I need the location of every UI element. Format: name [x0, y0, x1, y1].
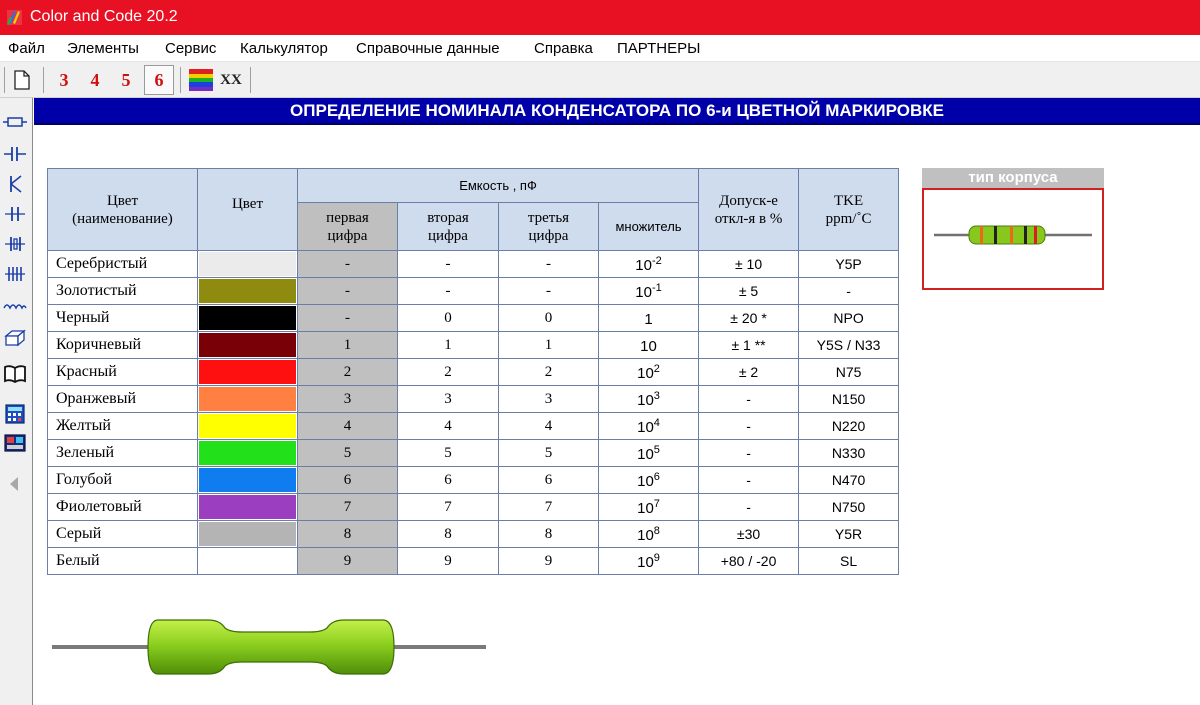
color-swatch-cell — [198, 467, 298, 494]
first-digit-cell: 4 — [298, 413, 398, 440]
color-name-cell: Оранжевый — [48, 386, 198, 413]
color-swatch-cell — [198, 305, 298, 332]
toolbar-separator — [4, 67, 5, 93]
multiplier-exponent: 8 — [653, 524, 660, 537]
multiplier-cell — [599, 278, 699, 305]
first-digit-cell: 3 — [298, 386, 398, 413]
inductor-icon[interactable] — [3, 232, 27, 256]
color-swatch — [199, 522, 296, 546]
color-name-cell: Золотистый — [48, 278, 198, 305]
tolerance-cell: ± 1 ** — [699, 332, 799, 359]
tolerance-cell: +80 / -20 — [699, 548, 799, 575]
tke-cell: Y5R — [799, 521, 899, 548]
third-digit-cell: 3 — [499, 386, 599, 413]
second-digit-cell: 0 — [398, 305, 499, 332]
page-header: ОПРЕДЕЛЕНИЕ НОМИНАЛА КОНДЕНСАТОРА ПО 6-и ЦВЕТНОЙ МАРКИРОВКЕ — [34, 98, 1200, 125]
first-digit-cell: - — [298, 251, 398, 278]
multiplier-cell — [599, 359, 699, 386]
first-digit-cell: 1 — [298, 332, 398, 359]
table-row — [48, 413, 899, 440]
header-color: Цвет — [198, 169, 298, 251]
multiplier-base: 10 — [635, 256, 652, 274]
color-name-cell: Серебристый — [48, 251, 198, 278]
second-digit-cell: 3 — [398, 386, 499, 413]
tke-cell: N220 — [799, 413, 899, 440]
color-swatch-cell — [198, 440, 298, 467]
second-digit-cell: - — [398, 278, 499, 305]
table-row — [48, 440, 899, 467]
left-toolbar — [0, 98, 33, 705]
color-name-cell: Голубой — [48, 467, 198, 494]
color-swatch-cell — [198, 548, 298, 575]
color-swatch-cell — [198, 359, 298, 386]
toolbar-separator — [250, 67, 251, 93]
multiplier-cell — [599, 548, 699, 575]
color-code-button[interactable]: XX — [220, 72, 242, 88]
tke-cell: Y5S / N33 — [799, 332, 899, 359]
toolbar — [0, 62, 1200, 98]
color-swatch — [199, 279, 296, 303]
second-digit-cell: 1 — [398, 332, 499, 359]
color-swatch-cell — [198, 251, 298, 278]
color-swatch-cell — [198, 278, 298, 305]
multiplier-cell — [599, 467, 699, 494]
tolerance-cell: - — [699, 494, 799, 521]
first-digit-cell: 5 — [298, 440, 398, 467]
diode-icon[interactable] — [3, 172, 27, 196]
multiplier-exponent: 9 — [653, 551, 660, 564]
multiplier-exponent: 4 — [653, 416, 660, 429]
band-6-button[interactable]: 6 — [144, 65, 174, 95]
tolerance-cell: - — [699, 440, 799, 467]
third-digit-cell: 1 — [499, 332, 599, 359]
large-capacitor-image — [50, 606, 490, 696]
third-digit-cell: - — [499, 251, 599, 278]
multiplier-exponent: -2 — [651, 254, 662, 267]
tolerance-cell: - — [699, 467, 799, 494]
color-bands-icon[interactable] — [189, 69, 213, 91]
color-name-cell: Черный — [48, 305, 198, 332]
header-first-digit: первая цифра — [298, 203, 398, 251]
tolerance-cell: ± 2 — [699, 359, 799, 386]
first-digit-cell: 9 — [298, 548, 398, 575]
main-content — [34, 98, 1200, 705]
table-row — [48, 332, 899, 359]
header-capacity: Емкость , пФ — [298, 169, 699, 203]
multiplier-base: 10 — [637, 526, 654, 544]
tke-cell: N470 — [799, 467, 899, 494]
multiplier-exponent: 7 — [653, 497, 660, 510]
calculator-icon[interactable] — [3, 402, 27, 426]
case-type-label: тип корпуса — [922, 168, 1104, 188]
tke-cell: NPO — [799, 305, 899, 332]
third-digit-cell: - — [499, 278, 599, 305]
first-digit-cell: - — [298, 278, 398, 305]
color-code-table — [47, 168, 899, 575]
resistor-icon[interactable] — [3, 110, 27, 134]
first-digit-cell: - — [298, 305, 398, 332]
menu-calculator[interactable]: Калькулятор — [240, 40, 328, 57]
color-swatch — [199, 306, 296, 330]
header-tolerance: Допуск-е откл-я в % — [699, 169, 799, 251]
color-swatch — [199, 414, 296, 438]
color-name-cell: Коричневый — [48, 332, 198, 359]
title-bar — [0, 0, 1200, 35]
third-digit-cell: 6 — [499, 467, 599, 494]
multiplier-cell — [599, 305, 699, 332]
header-second-digit: вторая цифра — [398, 203, 499, 251]
third-digit-cell: 5 — [499, 440, 599, 467]
color-swatch-cell — [198, 386, 298, 413]
third-digit-cell: 9 — [499, 548, 599, 575]
tke-cell: SL — [799, 548, 899, 575]
tke-cell: - — [799, 278, 899, 305]
header-color-name: Цвет (наименование) — [48, 169, 198, 251]
multiplier-base: 1 — [644, 310, 653, 328]
color-name-cell: Красный — [48, 359, 198, 386]
menu-bar — [0, 35, 1200, 62]
header-multiplier: множитель — [599, 203, 699, 251]
second-digit-cell: - — [398, 251, 499, 278]
table-row — [48, 494, 899, 521]
third-digit-cell: 7 — [499, 494, 599, 521]
header-tke: TKE ppm/˚C — [799, 169, 899, 251]
color-name-cell: Желтый — [48, 413, 198, 440]
tke-cell: N330 — [799, 440, 899, 467]
band-4-button[interactable]: 4 — [90, 70, 100, 90]
table-row — [48, 278, 899, 305]
color-swatch — [199, 387, 296, 411]
tolerance-cell: ± 10 — [699, 251, 799, 278]
new-document-icon[interactable] — [13, 70, 31, 90]
third-digit-cell: 0 — [499, 305, 599, 332]
first-digit-cell: 7 — [298, 494, 398, 521]
tolerance-cell: ±30 — [699, 521, 799, 548]
multiplier-exponent: 3 — [653, 389, 660, 402]
multiplier-base: 10 — [640, 337, 657, 355]
color-swatch-cell — [198, 494, 298, 521]
filter-icon[interactable] — [3, 262, 27, 286]
app-icon — [6, 9, 23, 26]
second-digit-cell: 7 — [398, 494, 499, 521]
toolbar-separator — [180, 67, 181, 93]
third-digit-cell: 8 — [499, 521, 599, 548]
header-third-digit: третья цифра — [499, 203, 599, 251]
crystal-icon[interactable] — [3, 202, 27, 226]
tke-cell: Y5P — [799, 251, 899, 278]
multiplier-base: 10 — [637, 418, 654, 436]
multiplier-cell — [599, 440, 699, 467]
second-digit-cell: 4 — [398, 413, 499, 440]
back-arrow-icon[interactable] — [3, 472, 27, 496]
capacitor-icon[interactable] — [3, 142, 27, 166]
tolerance-cell: ± 5 — [699, 278, 799, 305]
band-3-button[interactable]: 3 — [59, 70, 69, 90]
color-name-cell: Фиолетовый — [48, 494, 198, 521]
menu-reference-data[interactable]: Справочные данные — [356, 40, 500, 57]
tolerance-cell: - — [699, 386, 799, 413]
second-digit-cell: 8 — [398, 521, 499, 548]
menu-service[interactable]: Сервис — [165, 40, 217, 57]
table-row — [48, 548, 899, 575]
first-digit-cell: 8 — [298, 521, 398, 548]
first-digit-cell: 2 — [298, 359, 398, 386]
reference-book-icon[interactable] — [3, 362, 27, 386]
multiplier-base: 10 — [637, 499, 654, 517]
color-swatch-cell — [198, 332, 298, 359]
multiplier-cell — [599, 251, 699, 278]
small-capacitor-image — [924, 190, 1102, 288]
multiplier-base: 10 — [635, 283, 652, 301]
second-digit-cell: 6 — [398, 467, 499, 494]
coil-icon[interactable] — [3, 294, 27, 318]
second-digit-cell: 5 — [398, 440, 499, 467]
tke-cell: N75 — [799, 359, 899, 386]
color-swatch — [199, 468, 296, 492]
color-swatch — [199, 441, 296, 465]
menu-partners[interactable]: ПАРТНЕРЫ — [617, 40, 701, 57]
table-row — [48, 521, 899, 548]
multiplier-exponent: -1 — [651, 281, 662, 294]
multiplier-cell — [599, 386, 699, 413]
window-title: Color and Code 20.2 — [30, 8, 178, 25]
menu-help[interactable]: Справка — [534, 40, 593, 57]
multiplier-base: 10 — [637, 445, 654, 463]
multiplier-cell — [599, 332, 699, 359]
multiplier-base: 10 — [637, 364, 654, 382]
color-name-cell: Зеленый — [48, 440, 198, 467]
table-row — [48, 359, 899, 386]
color-name-cell: Серый — [48, 521, 198, 548]
band-5-button[interactable]: 5 — [121, 70, 131, 90]
third-digit-cell: 2 — [499, 359, 599, 386]
multiplier-base: 10 — [637, 391, 654, 409]
multiplier-exponent: 2 — [653, 362, 660, 375]
menu-elements[interactable]: Элементы — [67, 40, 139, 57]
multiplier-cell — [599, 494, 699, 521]
color-swatch — [199, 252, 296, 276]
toolbar-separator — [43, 67, 44, 93]
table-row — [48, 386, 899, 413]
color-swatch-cell — [198, 521, 298, 548]
monitor-icon[interactable] — [3, 432, 27, 456]
multiplier-exponent: 5 — [653, 443, 660, 456]
second-digit-cell: 2 — [398, 359, 499, 386]
multiplier-cell — [599, 413, 699, 440]
color-swatch — [199, 333, 296, 357]
tolerance-cell: ± 20 * — [699, 305, 799, 332]
first-digit-cell: 6 — [298, 467, 398, 494]
color-swatch — [199, 360, 296, 384]
multiplier-base: 10 — [637, 553, 654, 571]
color-name-cell: Белый — [48, 548, 198, 575]
multiplier-exponent: 6 — [653, 470, 660, 483]
color-swatch — [199, 549, 296, 573]
multiplier-base: 10 — [637, 472, 654, 490]
tolerance-cell: - — [699, 413, 799, 440]
color-swatch — [199, 495, 296, 519]
menu-file[interactable]: Файл — [8, 40, 45, 57]
color-swatch-cell — [198, 413, 298, 440]
tke-cell: N150 — [799, 386, 899, 413]
smd-component-icon[interactable] — [3, 326, 27, 350]
table-row — [48, 305, 899, 332]
second-digit-cell: 9 — [398, 548, 499, 575]
table-row — [48, 251, 899, 278]
multiplier-cell — [599, 521, 699, 548]
third-digit-cell: 4 — [499, 413, 599, 440]
table-row — [48, 467, 899, 494]
tke-cell: N750 — [799, 494, 899, 521]
case-type-preview[interactable] — [922, 188, 1104, 290]
